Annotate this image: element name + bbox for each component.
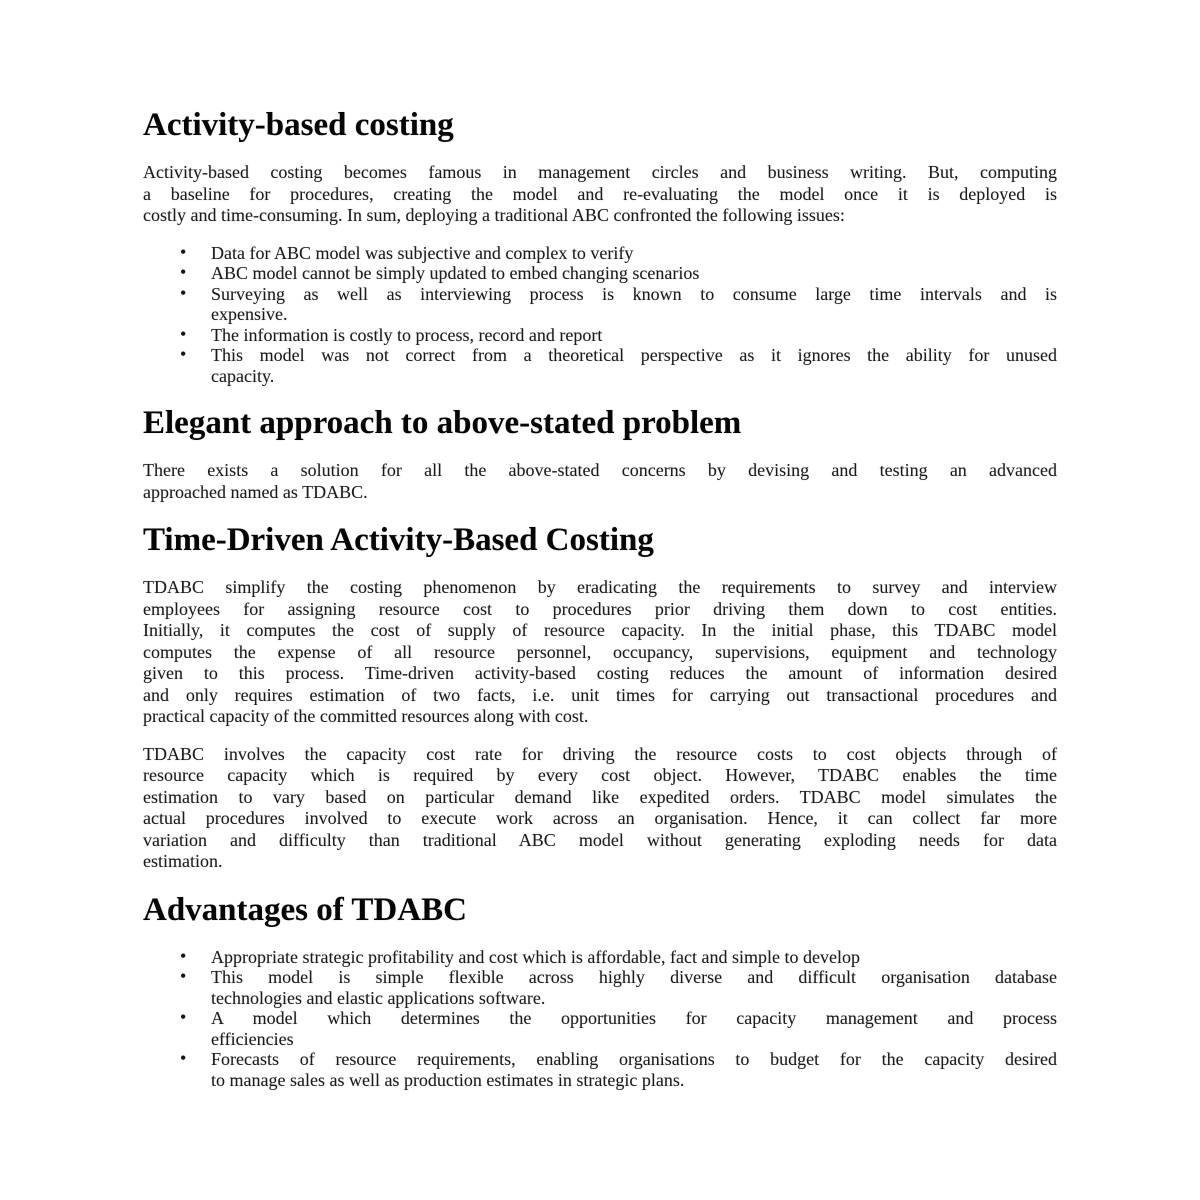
list-item bbox=[211, 1008, 1057, 1049]
text-line: TDABC involves the capacity cost rate for driving the resource costs to cost objects through of bbox=[143, 743, 1057, 764]
text-line: • A model which determines the opportunities for capacity management and process bbox=[211, 1008, 1057, 1028]
text-line: expensive. bbox=[211, 304, 288, 324]
list-item bbox=[211, 263, 1057, 284]
text-line: • Data for ABC model was subjective and complex to verify bbox=[211, 242, 634, 263]
text-line: estimation. bbox=[143, 851, 223, 871]
list-item bbox=[211, 325, 1057, 346]
list-item bbox=[211, 947, 1057, 968]
text-line: employees for assigning resource cost to procedures prior driving them down to cost entities. bbox=[143, 598, 1057, 619]
list-item bbox=[211, 967, 1057, 1008]
paragraph-abc-intro bbox=[143, 162, 1057, 227]
paragraph-tdabc-capacity bbox=[143, 744, 1057, 873]
text-line: variation and difficulty than traditional ABC model without generating exploding needs for data bbox=[143, 829, 1057, 850]
text-line: computes the expense of all resource personnel, occupancy, supervisions, equipment and technology bbox=[143, 641, 1057, 662]
text-line: given to this process. Time-driven activity-based costing reduces the amount of information desired bbox=[143, 663, 1057, 683]
list-item bbox=[211, 1049, 1057, 1090]
heading-activity-based-costing: Activity-based costing bbox=[143, 107, 454, 143]
text-line: TDABC simplify the costing phenomenon by eradicating the requirements to survey and interview bbox=[143, 577, 1057, 597]
list-item bbox=[211, 345, 1057, 386]
text-line: costly and time-consuming. In sum, deploying a traditional ABC confronted the following issues: bbox=[143, 205, 845, 225]
text-line: a baseline for procedures, creating the model and re-evaluating the model once it is deployed is bbox=[143, 183, 1057, 204]
text-line: approached named as TDABC. bbox=[143, 481, 368, 502]
text-line: to manage sales as well as production estimates in strategic plans. bbox=[211, 1069, 685, 1090]
heading-time-driven-abc: Time-Driven Activity-Based Costing bbox=[143, 522, 654, 558]
text-line: capacity. bbox=[211, 365, 275, 386]
text-line: • This model was not correct from a theoretical perspective as it ignores the ability for unused bbox=[211, 345, 1057, 365]
heading-advantages-tdabc: Advantages of TDABC bbox=[143, 891, 467, 928]
text-line: • ABC model cannot be simply updated to embed changing scenarios bbox=[211, 263, 700, 283]
text-line: actual procedures involved to execute work across an organisation. Hence, it can collect far more bbox=[143, 808, 1057, 828]
heading-elegant-approach: Elegant approach to above-stated problem bbox=[143, 405, 742, 441]
text-line: estimation to vary based on particular demand like expedited orders. TDABC model simulates the bbox=[143, 786, 1057, 807]
paragraph-elegant-approach bbox=[143, 460, 1057, 503]
text-line: Initially, it computes the cost of supply of resource capacity. In the initial phase, this TDABC model bbox=[143, 620, 1057, 640]
advantages-list bbox=[143, 947, 1057, 1091]
text-line: There exists a solution for all the above-stated concerns by devising and testing an advanced bbox=[143, 460, 1057, 480]
text-line: • The information is costly to process, record and report bbox=[211, 324, 603, 345]
text-line: efficiencies bbox=[211, 1028, 294, 1049]
abc-issues-list bbox=[143, 243, 1057, 387]
text-line: • Forecasts of resource requirements, enabling organisations to budget for the capacity desired bbox=[211, 1049, 1057, 1069]
text-line: • This model is simple flexible across highly diverse and difficult organisation database bbox=[211, 967, 1057, 987]
text-line: • Surveying as well as interviewing process is known to consume large time intervals and is bbox=[211, 283, 1057, 304]
list-item bbox=[211, 243, 1057, 264]
text-line: Activity-based costing becomes famous in management circles and business writing. But, computing bbox=[143, 162, 1057, 182]
text-line: and only requires estimation of two facts, i.e. unit times for carrying out transactional procedures and bbox=[143, 684, 1057, 705]
paragraph-tdabc-description bbox=[143, 577, 1057, 728]
text-line: resource capacity which is required by every cost object. However, TDABC enables the time bbox=[143, 765, 1057, 785]
list-item bbox=[211, 284, 1057, 325]
text-line: technologies and elastic applications software. bbox=[211, 987, 546, 1008]
text-line: • Appropriate strategic profitability and cost which is affordable, fact and simple to develop bbox=[211, 946, 860, 967]
text-line: practical capacity of the committed resources along with cost. bbox=[143, 706, 589, 726]
